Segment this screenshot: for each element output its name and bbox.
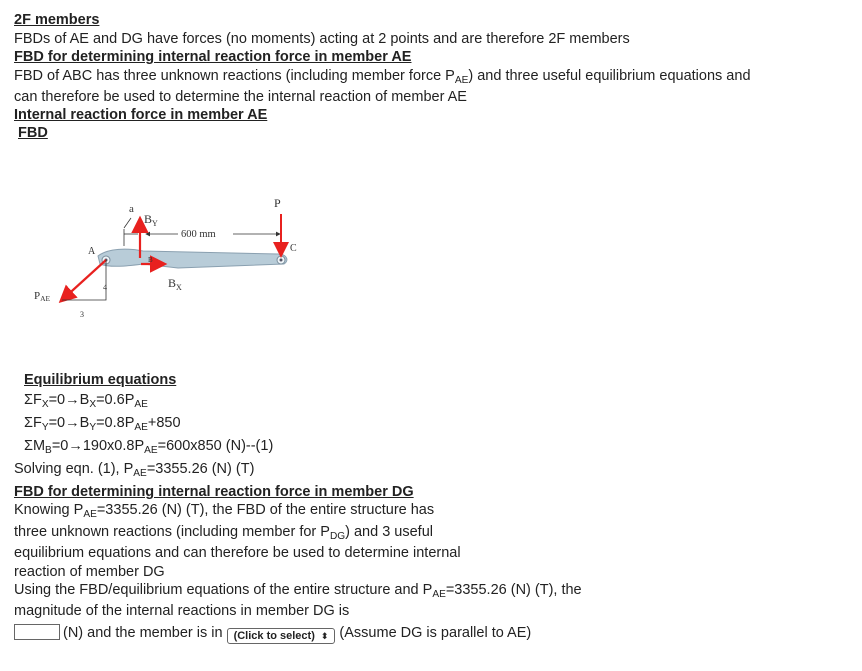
label-by: $B_Y$ bbox=[144, 212, 158, 228]
two-f-members-heading: 2F members bbox=[14, 12, 100, 28]
select-chevron-icon: ⬍ bbox=[320, 631, 329, 641]
label-pae: PAE bbox=[34, 290, 51, 303]
assumption-text: (Assume DG is parallel to AE) bbox=[339, 625, 532, 641]
slope-label-4: 4 bbox=[103, 283, 107, 292]
fbd-ae-text-line2: can therefore be used to determine the internal reaction of member AE bbox=[14, 89, 467, 105]
answer-row bbox=[14, 624, 531, 644]
label-p: P bbox=[274, 196, 281, 210]
fbd-ae-heading: FBD for determining internal reaction force in member AE bbox=[14, 49, 412, 65]
fbd-diagram bbox=[28, 196, 328, 326]
fbd-label: FBD bbox=[18, 125, 48, 141]
fbd-dg-text-line4: reaction of member DG bbox=[14, 564, 165, 580]
member-abc bbox=[98, 249, 287, 268]
equation-sum-mb: $\Sigma M_B=0\to 190x0.8P_{AE}=600x850$ (N)--(1) bbox=[24, 438, 274, 456]
equation-sum-fx: $\Sigma F_X=0\to B_X=0.6P_{AE}$ bbox=[24, 392, 148, 410]
dimension-600mm-label: 600 mm bbox=[181, 229, 216, 240]
label-b-small: B bbox=[148, 256, 153, 264]
label-c: C bbox=[290, 243, 297, 254]
select-label: (Click to select) bbox=[233, 630, 315, 642]
fbd-dg-text-line6: magnitude of the internal reactions in member DG is bbox=[14, 603, 350, 619]
internal-reaction-ae-heading: Internal reaction force in member AE bbox=[14, 107, 268, 123]
label-bx: $B_X$ bbox=[168, 276, 182, 292]
equation-sum-fy: $\Sigma F_Y=0\to B_Y=0.8P_{AE}+850$ bbox=[24, 415, 181, 433]
answer-unit-text: (N) and the member is in bbox=[63, 625, 223, 641]
equilibrium-heading: Equilibrium equations bbox=[24, 372, 177, 388]
fbd-dg-text-line1: Knowing $P_{AE}=3355.26$ (N) (T), the FBD of the entire structure has bbox=[14, 502, 435, 520]
fbd-dg-heading: FBD for determining internal reaction force in member DG bbox=[14, 484, 414, 500]
fbd-dg-text-line2: three unknown reactions (including member for $P_{DG}$) and 3 useful bbox=[14, 524, 433, 542]
label-a-small: a bbox=[129, 203, 134, 215]
fbd-ae-text-line1: FBD of ABC has three unknown reactions (including member force $P_{AE}$) and three useful equilibrium equations and bbox=[14, 68, 751, 86]
fbd-dg-text-line3: equilibrium equations and can therefore be used to determine internal bbox=[14, 545, 461, 561]
label-a: A bbox=[88, 246, 96, 257]
label-a-leader bbox=[124, 218, 131, 228]
slope-label-3: 3 bbox=[80, 310, 84, 319]
dg-force-answer-input[interactable] bbox=[14, 624, 60, 640]
fbd-dg-text-line5: Using the FBD/equilibrium equations of the entire structure and $P_{AE}=3355.26$ (N) (T), the bbox=[14, 582, 582, 600]
two-f-members-text: FBDs of AE and DG have forces (no moments) acting at 2 points and are therefore 2F members bbox=[14, 31, 630, 47]
solving-equation-text: Solving eqn. (1), $P_{AE}=3355.26$ (N) (T) bbox=[14, 461, 255, 479]
pae-force-arrow bbox=[62, 260, 106, 300]
tension-compression-select[interactable] bbox=[227, 628, 336, 644]
